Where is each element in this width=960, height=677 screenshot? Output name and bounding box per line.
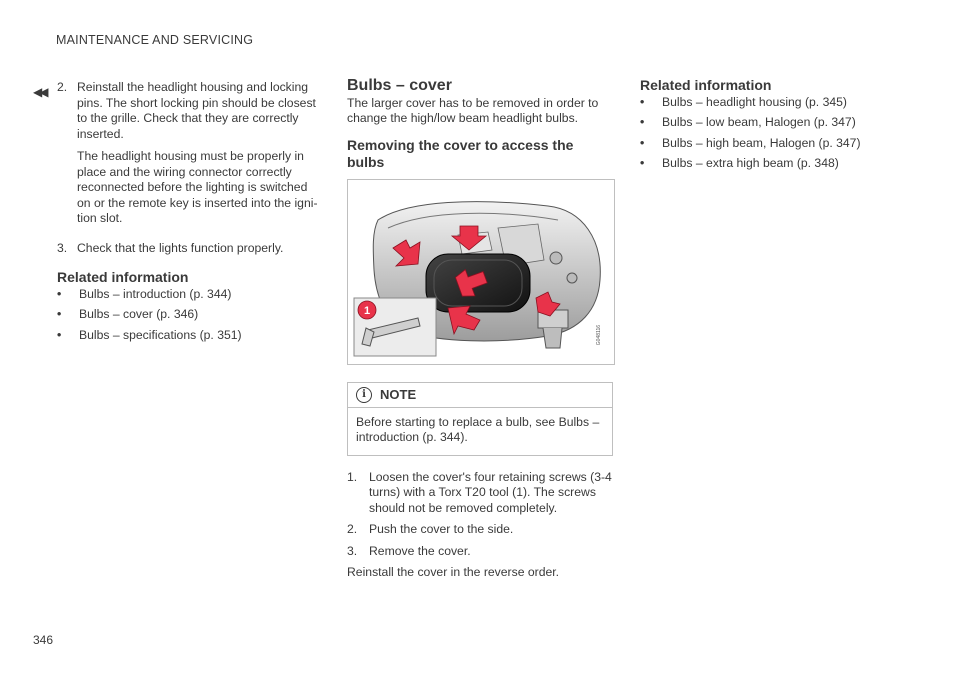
headlight-housing-drawing — [348, 180, 614, 364]
page-title: Bulbs – cover — [347, 77, 452, 94]
note-label: NOTE — [380, 386, 417, 402]
related-link[interactable]: Bulbs – cover (p. 346) — [79, 307, 199, 321]
bullet-icon: • — [640, 135, 645, 150]
column-left — [57, 80, 322, 348]
callout-number: 1 — [363, 304, 371, 317]
related-links-list — [640, 95, 910, 172]
step-number: 3. — [347, 543, 358, 558]
step-text: Remove the cover. — [369, 543, 471, 558]
related-information-heading: Related information — [640, 77, 772, 93]
step-item — [57, 80, 322, 234]
previous-page-arrows-icon[interactable]: ◀◀ — [33, 85, 46, 99]
bullet-icon: • — [57, 307, 62, 321]
note-header — [348, 383, 612, 408]
list-item[interactable] — [640, 136, 910, 152]
list-item[interactable] — [640, 156, 910, 172]
bullet-icon: • — [57, 286, 62, 301]
step-item — [57, 241, 322, 257]
related-links-list — [57, 287, 322, 344]
step-text: Loosen the cover's four retaining screws (3-4 turns) with a Torx T20 tool (1). The screws should not be removed completely. — [369, 469, 612, 515]
list-item[interactable] — [640, 95, 910, 111]
related-link[interactable]: Bulbs – low beam, Halogen (p. 347) — [662, 115, 856, 129]
step-text: Push the cover to the side. — [369, 522, 514, 536]
step-number: 2. — [57, 80, 68, 94]
step-item — [347, 544, 614, 560]
related-information-heading: Related information — [57, 269, 189, 285]
list-item[interactable] — [57, 328, 322, 344]
step-number: 2. — [347, 522, 358, 536]
step-subtext: The headlight housing must be properly in place and the wiring connector correctly reconnected before the lighting is switched on or the remote key is inserted into the ignition slot. — [77, 149, 318, 225]
intro-paragraph: The larger cover has to be removed in order to change the high/low beam headlight bulbs. — [347, 95, 599, 125]
bullet-icon: • — [640, 115, 645, 129]
related-link[interactable]: Bulbs – headlight housing (p. 345) — [662, 94, 847, 109]
bullet-icon: • — [57, 327, 62, 342]
subheading: Removing the cover to access the bulbs — [347, 136, 574, 170]
step-number: 3. — [57, 240, 68, 255]
related-link[interactable]: Bulbs – introduction (p. 344) — [79, 286, 232, 301]
related-link[interactable]: Bulbs – specifications (p. 351) — [79, 327, 242, 342]
list-item[interactable] — [57, 307, 322, 323]
step-text: Check that the lights function properly. — [77, 240, 284, 255]
bullet-icon: • — [640, 156, 645, 170]
info-icon: i — [356, 387, 372, 403]
step-number: 1. — [347, 469, 358, 484]
note-box — [347, 382, 613, 456]
page-number: 346 — [33, 633, 54, 647]
step-item — [347, 522, 614, 538]
headlight-cover-illustration — [347, 179, 615, 365]
list-item[interactable] — [640, 115, 910, 131]
list-item[interactable] — [57, 287, 322, 303]
step-item — [347, 470, 614, 517]
step-text: Reinstall the headlight housing and locking pins. The short locking pin should be closest to the grille. Check that they are correctly inserted. — [77, 80, 316, 141]
figure-code: G048116 — [595, 325, 602, 346]
section-header: MAINTENANCE AND SERVICING — [56, 33, 254, 47]
related-link[interactable]: Bulbs – high beam, Halogen (p. 347) — [662, 135, 861, 150]
column-middle — [347, 78, 614, 581]
bullet-icon: • — [640, 94, 645, 109]
closing-paragraph: Reinstall the cover in the reverse order. — [347, 565, 560, 579]
note-text: Before starting to replace a bulb, see Bulbs – introduction (p. 344). — [356, 414, 600, 444]
column-right — [640, 78, 910, 177]
related-link[interactable]: Bulbs – extra high beam (p. 348) — [662, 156, 839, 170]
